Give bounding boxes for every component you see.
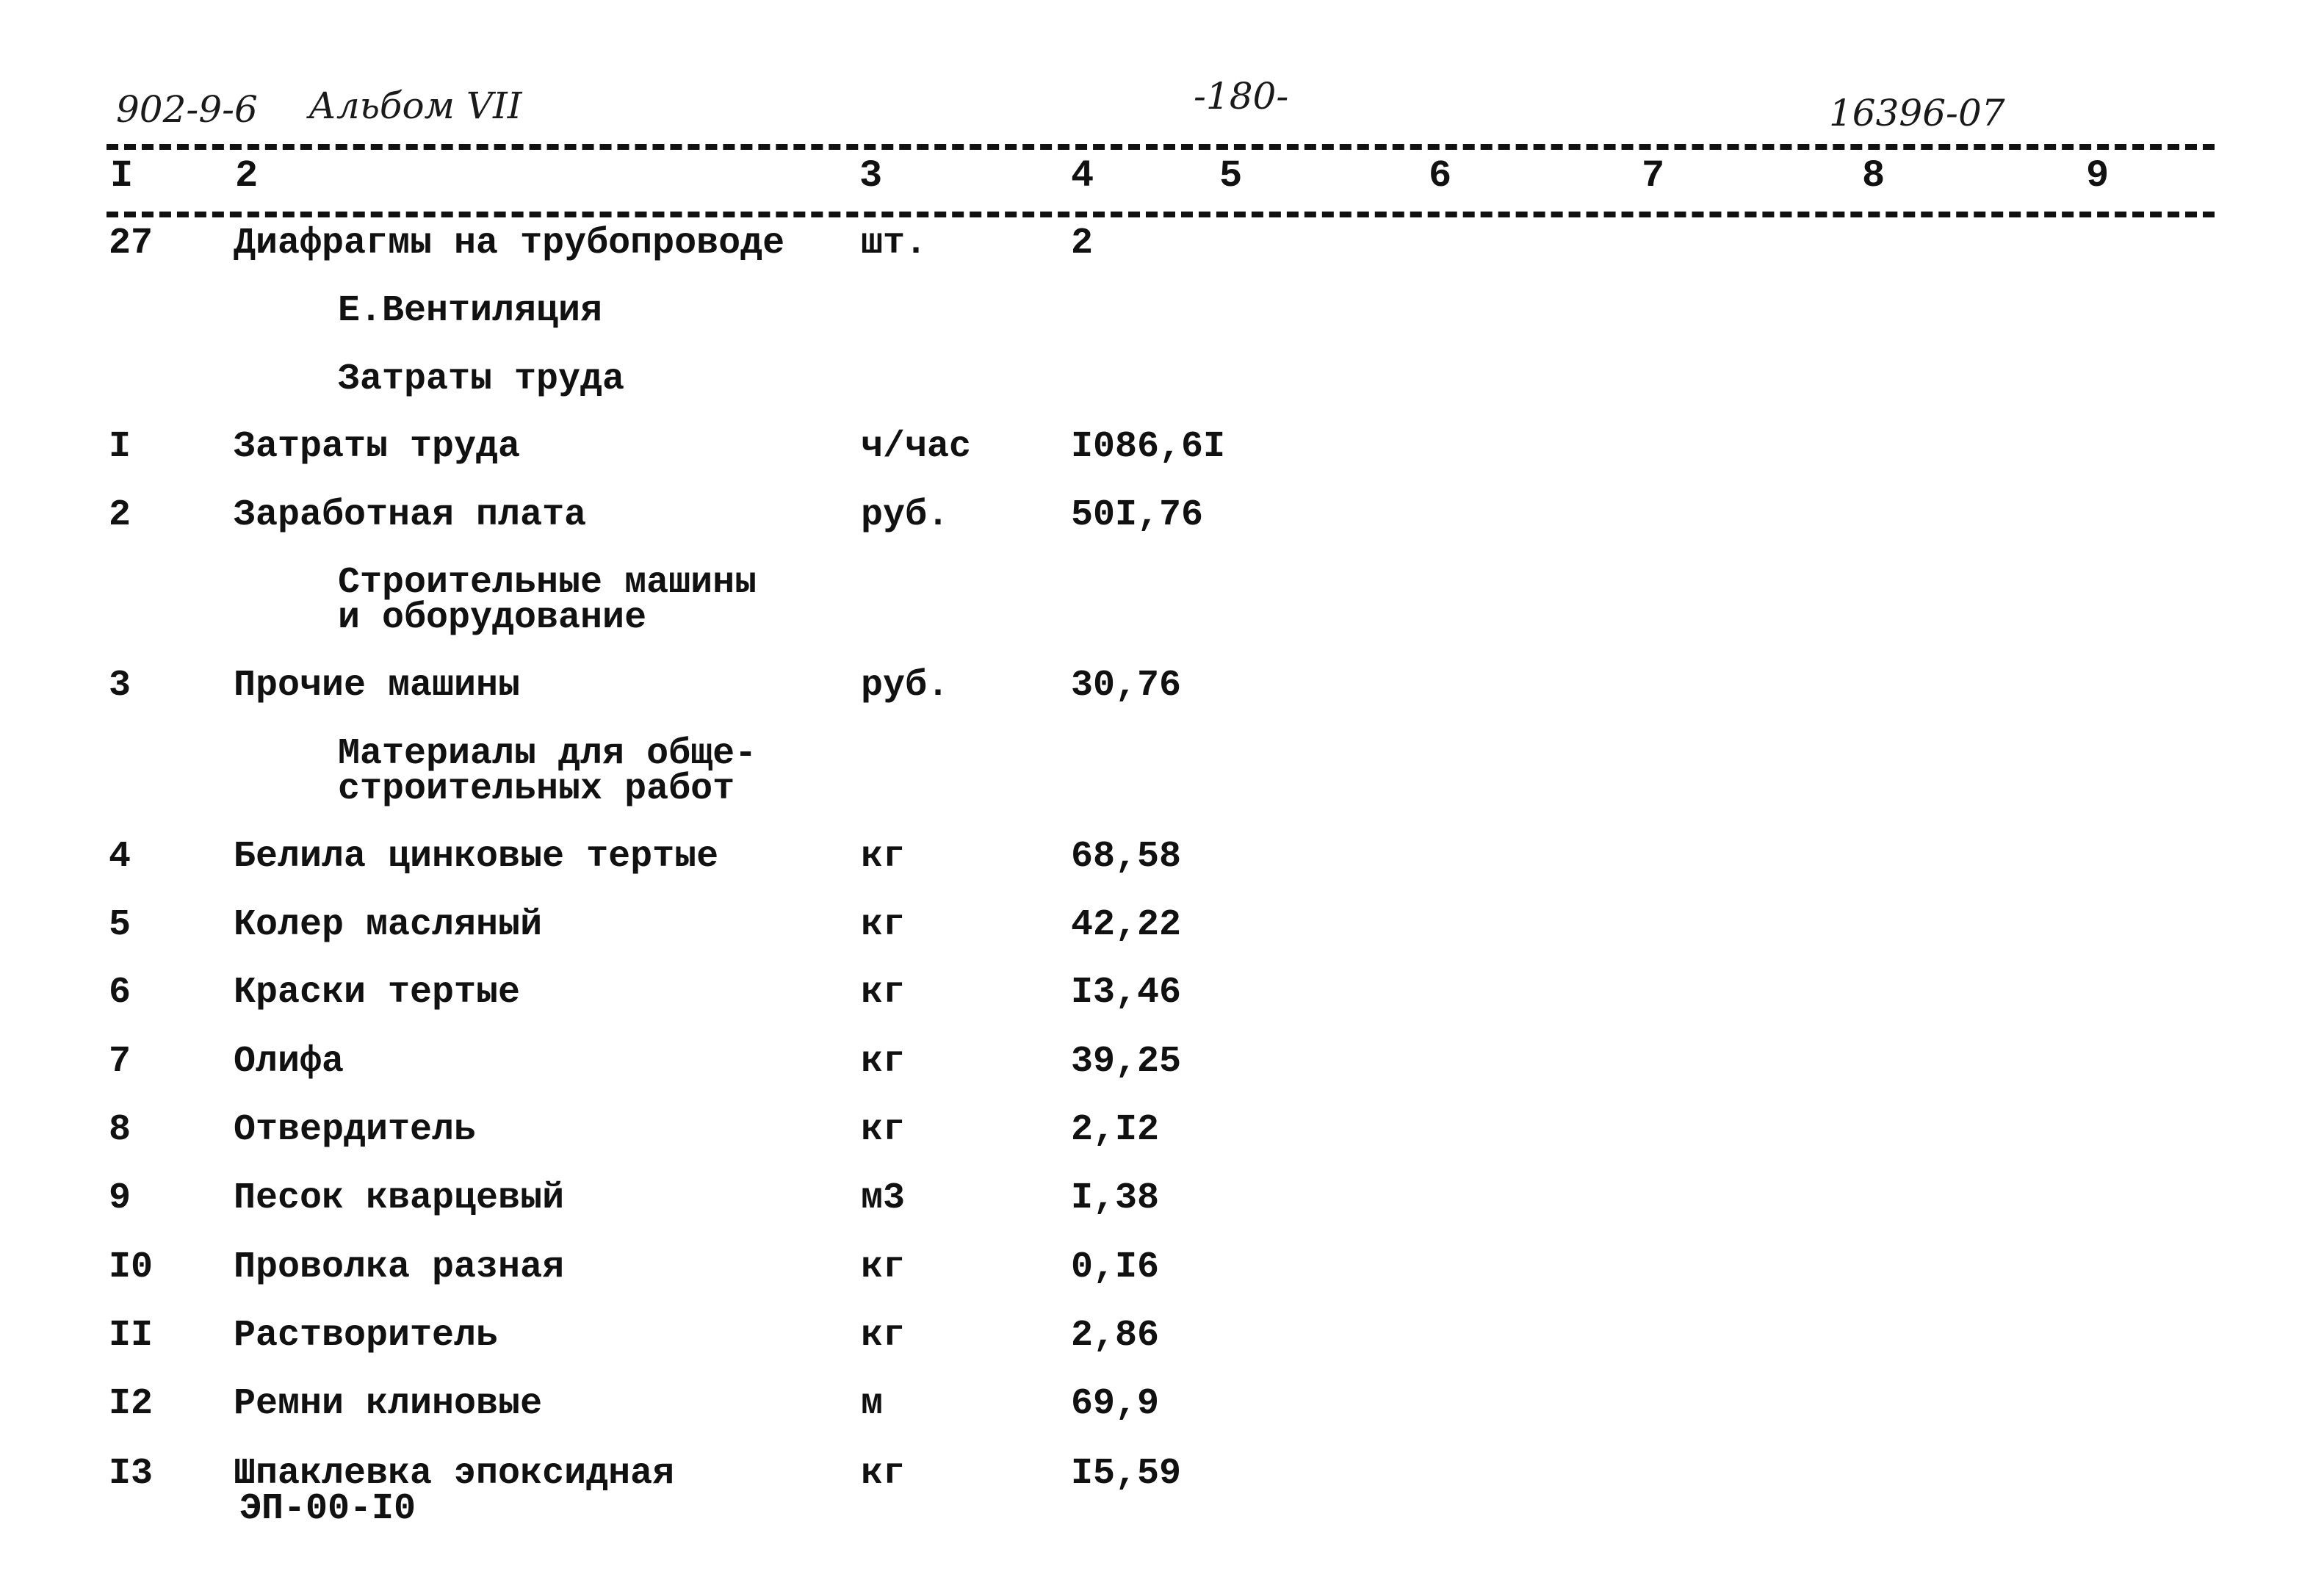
column-header-4: 4	[1071, 154, 1094, 198]
page-number: -180-	[1194, 75, 1289, 118]
row-value: I086,6I	[1071, 426, 1226, 468]
row-number: 6	[109, 972, 131, 1014]
row-number: 8	[109, 1109, 131, 1151]
column-header-2: 2	[235, 154, 259, 198]
table-row	[0, 1383, 2324, 1431]
row-name: Белила цинковые тертые	[234, 836, 719, 878]
table-row	[0, 1453, 2324, 1537]
column-header-8: 8	[1862, 154, 1885, 198]
row-name: Прочие машины	[234, 665, 521, 707]
row-value: 30,76	[1071, 665, 1182, 707]
column-header-9: 9	[2086, 154, 2110, 198]
header-bottom-rule	[107, 212, 2215, 217]
row-number: 3	[109, 665, 131, 707]
row-number: 9	[109, 1177, 131, 1219]
album-label: Альбом VII	[308, 84, 522, 127]
section-title	[338, 562, 757, 639]
row-unit: кг	[861, 972, 906, 1014]
row-number: I	[109, 426, 131, 468]
table-row	[0, 1177, 2324, 1225]
table-row	[0, 1109, 2324, 1157]
row-unit: кг	[861, 1109, 906, 1151]
table-row	[0, 1041, 2324, 1089]
table-row	[0, 1315, 2324, 1363]
row-name: Отвердитель	[234, 1109, 477, 1151]
row-number: 27	[109, 223, 154, 264]
row-unit: ч/час	[861, 426, 972, 468]
row-unit: кг	[861, 1246, 906, 1288]
section-heading	[0, 733, 2324, 818]
row-name: Диафрагмы на трубопроводе	[234, 223, 785, 264]
row-number: 2	[109, 494, 131, 536]
table-row	[0, 836, 2324, 884]
row-number: I2	[109, 1383, 154, 1425]
row-number: 4	[109, 836, 131, 878]
row-number: 7	[109, 1041, 131, 1083]
row-unit: м	[861, 1383, 884, 1425]
column-header-3: 3	[859, 154, 883, 198]
row-name: Песок кварцевый	[234, 1177, 565, 1219]
row-name: Проволка разная	[234, 1246, 565, 1288]
row-unit: руб.	[861, 494, 950, 536]
row-name: Колер масляный	[234, 904, 543, 946]
section-title-line-2: и оборудование	[338, 597, 647, 639]
row-name: Краски тертые	[234, 972, 521, 1014]
section-heading	[0, 562, 2324, 646]
row-unit: шт.	[861, 223, 928, 264]
row-name: Олифа	[234, 1041, 344, 1083]
row-name: Затраты труда	[234, 426, 521, 468]
table-row	[0, 494, 2324, 542]
table-row	[0, 1246, 2324, 1294]
row-unit: кг	[861, 1041, 906, 1083]
section-title	[338, 733, 757, 810]
section-title: Е.Вентиляция	[338, 290, 603, 332]
table-row	[0, 223, 2324, 270]
row-name: Ремни клиновые	[234, 1383, 543, 1425]
section-title-line-1: Строительные машины	[338, 562, 757, 604]
table-row	[0, 426, 2324, 474]
row-name-line-1: Шпаклевка эпоксидная	[234, 1453, 675, 1495]
row-name-line-2: ЭП-00-I0	[239, 1488, 416, 1530]
row-value: 50I,76	[1071, 494, 1204, 536]
header-top-rule	[107, 144, 2215, 150]
section-title-line-1: Материалы для обще-	[338, 733, 757, 775]
doc-code: 902-9-6	[116, 88, 258, 131]
section-heading	[0, 358, 2324, 406]
column-header-1: I	[110, 154, 134, 198]
row-number: II	[109, 1315, 154, 1357]
column-header-6: 6	[1429, 154, 1452, 198]
row-value: I3,46	[1071, 972, 1182, 1014]
row-value: 0,I6	[1071, 1246, 1160, 1288]
section-heading	[0, 290, 2324, 338]
row-unit: м3	[861, 1177, 906, 1219]
row-unit: кг	[861, 1315, 906, 1357]
row-number: 5	[109, 904, 131, 946]
row-value: 39,25	[1071, 1041, 1182, 1083]
column-header-7: 7	[1642, 154, 1665, 198]
row-name: Растворитель	[234, 1315, 499, 1357]
row-value: 2,I2	[1071, 1109, 1160, 1151]
column-header-5: 5	[1219, 154, 1243, 198]
section-title: Затраты труда	[338, 358, 625, 400]
row-value: I,38	[1071, 1177, 1160, 1219]
document-number: 16396-07	[1829, 92, 2005, 134]
row-value: 2	[1071, 223, 1094, 264]
table-row	[0, 904, 2324, 952]
table-row	[0, 972, 2324, 1019]
row-value: 2,86	[1071, 1315, 1160, 1357]
row-unit: кг	[861, 836, 906, 878]
row-value: 69,9	[1071, 1383, 1160, 1425]
table-row	[0, 665, 2324, 712]
row-number: I3	[109, 1453, 154, 1495]
row-unit: руб.	[861, 665, 950, 707]
row-number: I0	[109, 1246, 154, 1288]
row-value: 68,58	[1071, 836, 1182, 878]
row-unit: кг	[861, 1453, 906, 1495]
row-value: I5,59	[1071, 1453, 1182, 1495]
row-value: 42,22	[1071, 904, 1182, 946]
row-name	[234, 1453, 675, 1530]
section-title-line-2: строительных работ	[338, 768, 735, 810]
row-unit: кг	[861, 904, 906, 946]
row-name: Заработная плата	[234, 494, 587, 536]
